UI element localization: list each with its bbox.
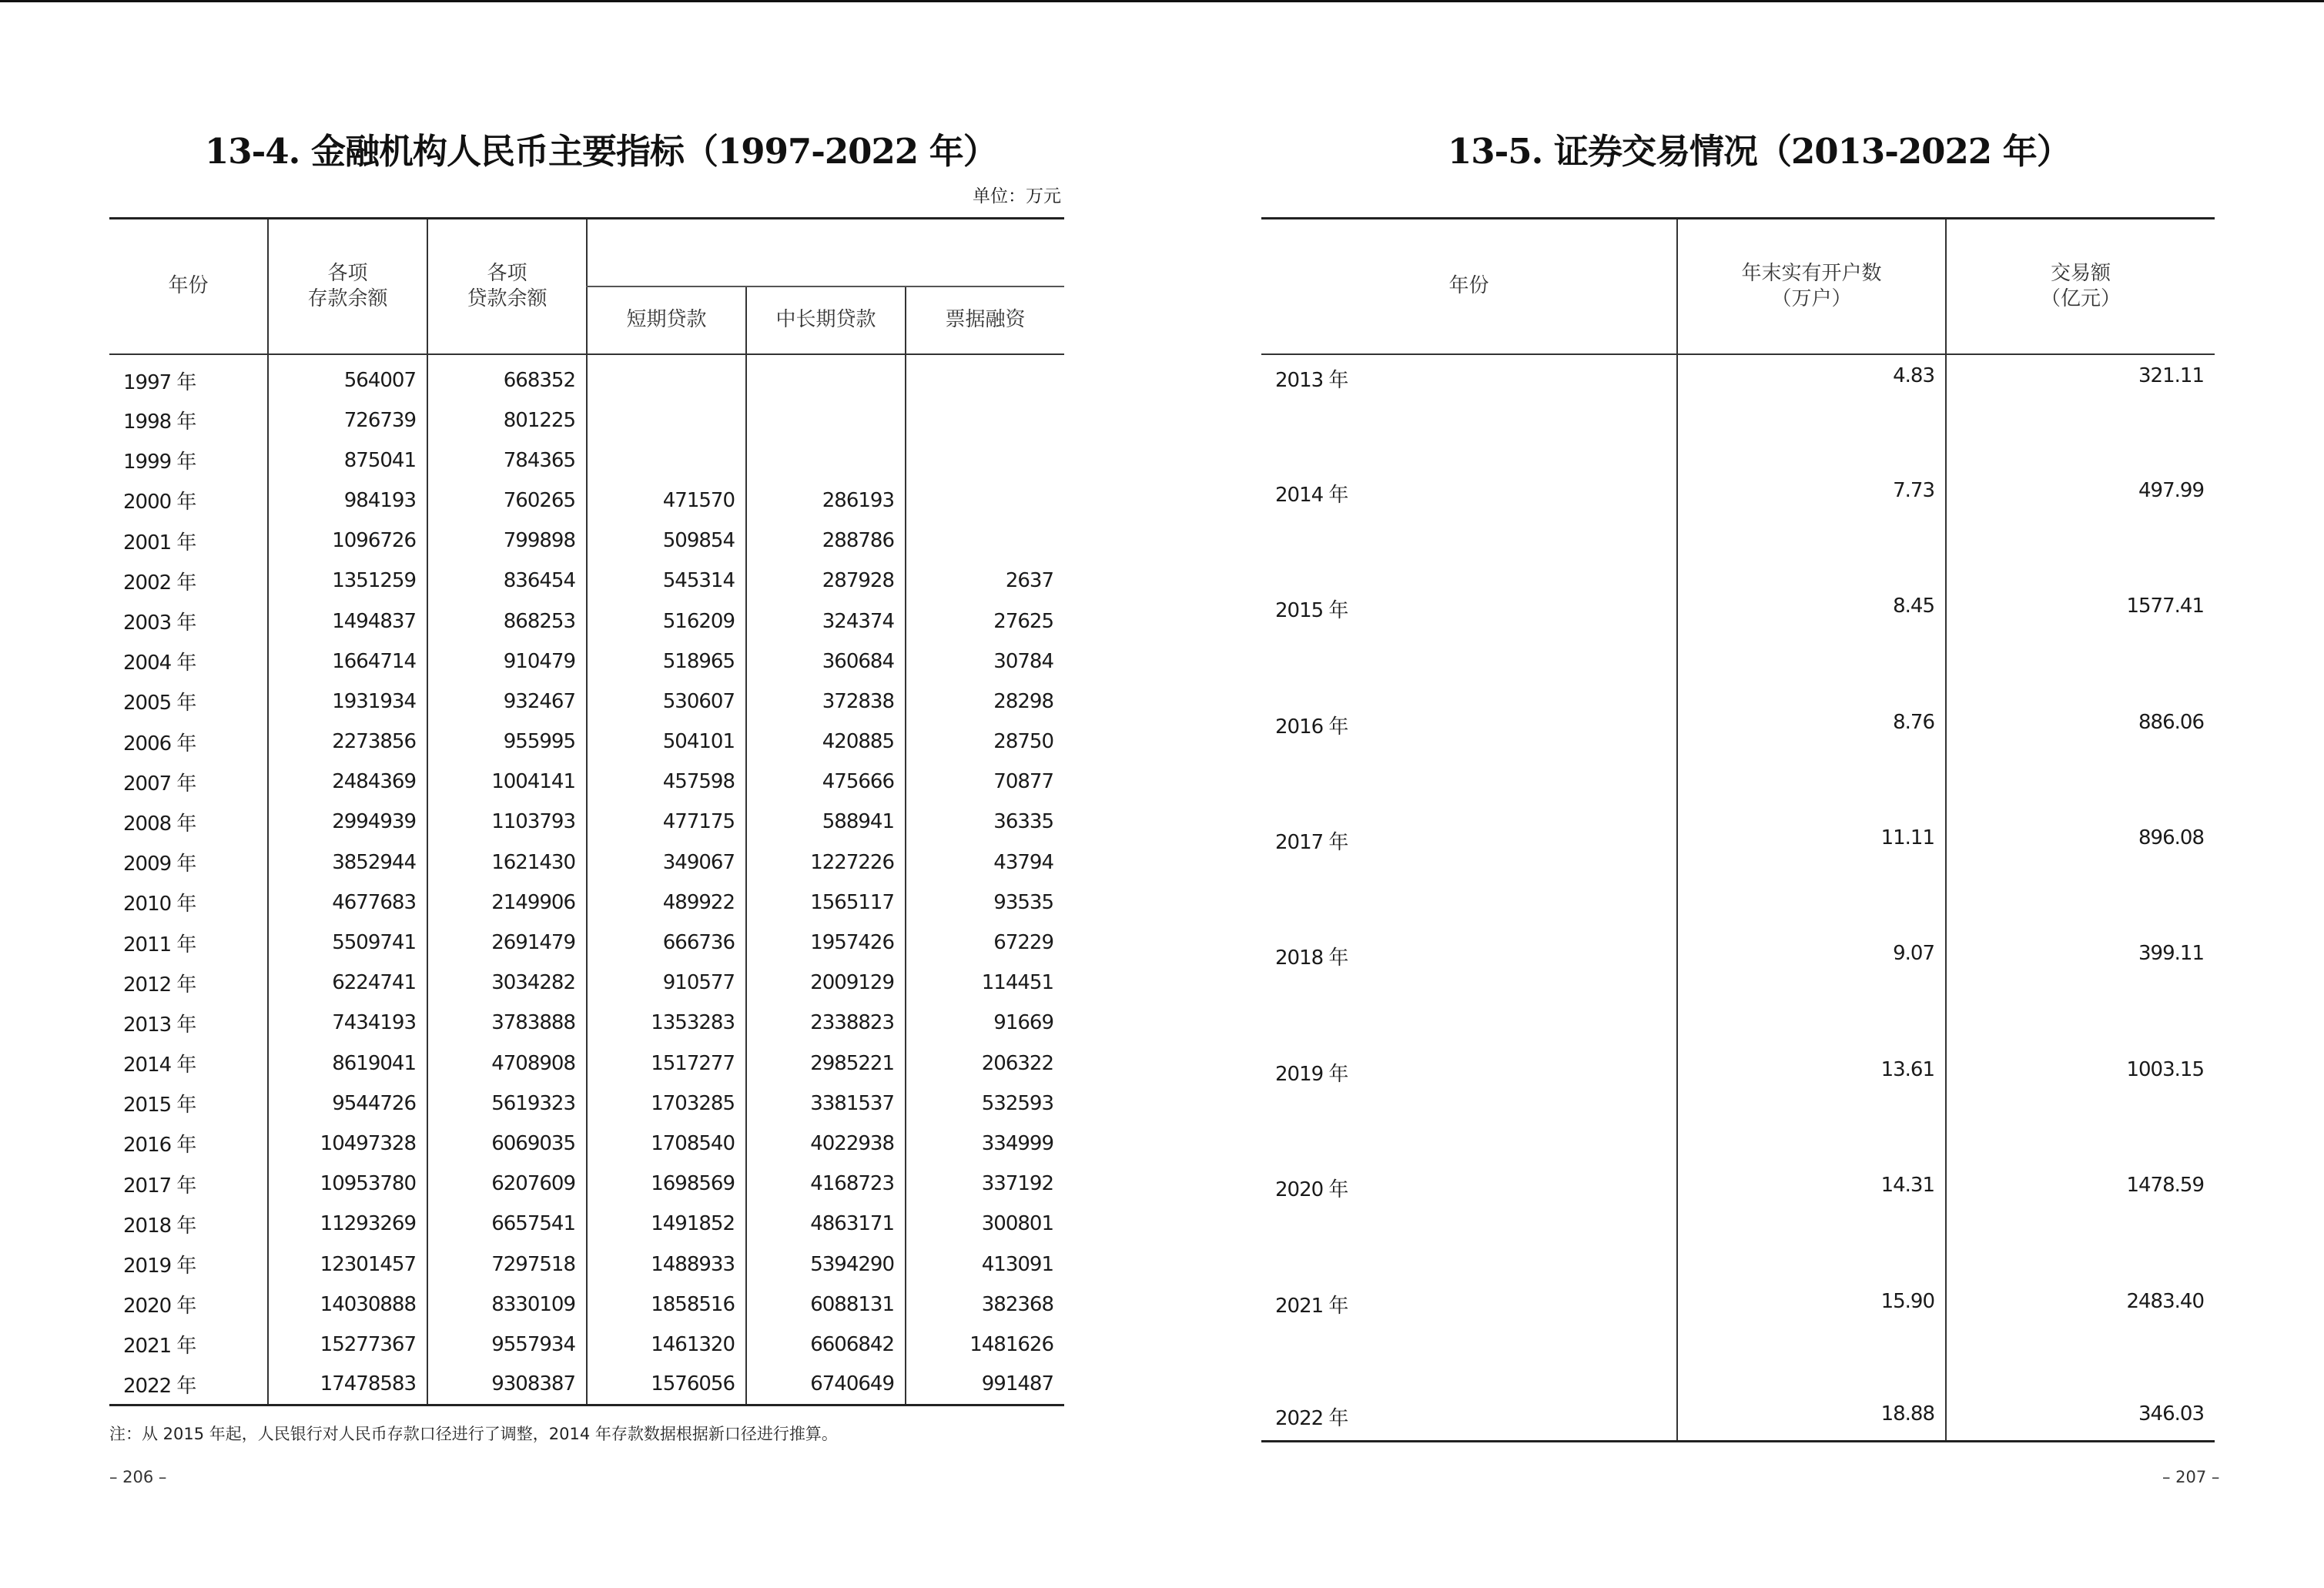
value-cell: 518965 (587, 642, 746, 682)
value-cell (746, 354, 906, 400)
value-cell: 504101 (587, 722, 746, 762)
value-cell: 2691479 (427, 923, 587, 963)
value-cell: 4.83 (1677, 354, 1946, 470)
value-cell: 10497328 (268, 1124, 427, 1164)
value-cell: 1494837 (268, 601, 427, 641)
value-cell: 6088131 (746, 1285, 906, 1325)
value-cell: 28298 (906, 682, 1064, 722)
value-cell: 3783888 (427, 1003, 587, 1043)
year-cell: 2014 年 (123, 1054, 196, 1077)
value-cell: 6657541 (427, 1204, 587, 1244)
value-cell: 1488933 (587, 1244, 746, 1284)
value-cell: 932467 (427, 682, 587, 722)
value-cell: 372838 (746, 682, 906, 722)
value-cell: 337192 (906, 1164, 1064, 1204)
value-cell: 1103793 (427, 802, 587, 842)
table-row (109, 561, 1064, 601)
table-row (109, 521, 1064, 561)
value-cell: 886.06 (1946, 702, 2215, 817)
value-cell (587, 400, 746, 441)
value-cell: 984193 (268, 481, 427, 521)
value-cell: 17478583 (268, 1365, 427, 1405)
value-cell: 530607 (587, 682, 746, 722)
value-cell: 726739 (268, 400, 427, 441)
value-cell (906, 521, 1064, 561)
value-cell: 334999 (906, 1124, 1064, 1164)
year-cell: 2017 年 (123, 1174, 196, 1198)
table-row (109, 963, 1064, 1003)
header-short-term-loans: 短期贷款 (587, 286, 746, 354)
value-cell: 70877 (906, 762, 1064, 802)
table-row (109, 1044, 1064, 1084)
value-cell: 910479 (427, 642, 587, 682)
year-cell: 2019 年 (1275, 1062, 1348, 1086)
value-cell: 564007 (268, 354, 427, 400)
year-cell: 2003 年 (123, 611, 196, 635)
value-cell: 11293269 (268, 1204, 427, 1244)
value-cell: 9.07 (1677, 933, 1946, 1048)
table-row (109, 481, 1064, 521)
table-row (109, 1244, 1064, 1284)
table-row (109, 1084, 1064, 1124)
value-cell: 1517277 (587, 1044, 746, 1084)
value-cell: 1461320 (587, 1325, 746, 1365)
table-row (109, 1365, 1064, 1405)
table-row (109, 642, 1064, 682)
table-row (109, 354, 1064, 400)
header-deposit: 各项 存款余额 (268, 219, 427, 354)
value-cell: 6740649 (746, 1365, 906, 1405)
value-cell: 532593 (906, 1084, 1064, 1124)
value-cell: 15277367 (268, 1325, 427, 1365)
value-cell: 6069035 (427, 1124, 587, 1164)
value-cell: 1491852 (587, 1204, 746, 1244)
value-cell: 2483.40 (1946, 1281, 2215, 1396)
value-cell: 801225 (427, 400, 587, 441)
year-cell: 2013 年 (123, 1013, 196, 1037)
value-cell (746, 400, 906, 441)
value-cell: 346.03 (1946, 1396, 2215, 1441)
value-cell: 7.73 (1677, 470, 1946, 585)
value-cell: 1957426 (746, 923, 906, 963)
value-cell (587, 441, 746, 481)
year-cell: 2011 年 (123, 933, 196, 956)
table-row (109, 883, 1064, 923)
value-cell: 1576056 (587, 1365, 746, 1405)
year-cell: 2012 年 (123, 973, 196, 997)
value-cell: 955995 (427, 722, 587, 762)
year-cell: 2001 年 (123, 531, 196, 554)
year-cell: 2004 年 (123, 652, 196, 675)
value-cell: 5394290 (746, 1244, 906, 1284)
value-cell (746, 441, 906, 481)
value-cell: 93535 (906, 883, 1064, 923)
table-row (109, 400, 1064, 441)
year-cell: 2014 年 (1275, 483, 1348, 507)
value-cell: 288786 (746, 521, 906, 561)
value-cell: 4863171 (746, 1204, 906, 1244)
value-cell: 668352 (427, 354, 587, 400)
value-cell: 12301457 (268, 1244, 427, 1284)
value-cell: 4677683 (268, 883, 427, 923)
year-cell: 2010 年 (123, 893, 196, 916)
value-cell: 18.88 (1677, 1396, 1946, 1441)
table-row (109, 762, 1064, 802)
value-cell: 836454 (427, 561, 587, 601)
table-row (1261, 1396, 2215, 1441)
value-cell: 2009129 (746, 963, 906, 1003)
year-cell: 2005 年 (123, 692, 196, 715)
value-cell: 3034282 (427, 963, 587, 1003)
table-row (109, 843, 1064, 883)
value-cell: 1478.59 (1946, 1164, 2215, 1280)
value-cell: 457598 (587, 762, 746, 802)
value-cell: 8.76 (1677, 702, 1946, 817)
value-cell: 1858516 (587, 1285, 746, 1325)
value-cell: 6207609 (427, 1164, 587, 1204)
year-cell: 1998 年 (123, 410, 196, 434)
value-cell: 784365 (427, 441, 587, 481)
value-cell: 28750 (906, 722, 1064, 762)
table-row (1261, 354, 2215, 470)
value-cell: 1351259 (268, 561, 427, 601)
year-cell: 2015 年 (1275, 599, 1348, 623)
year-cell: 2000 年 (123, 491, 196, 514)
header-trading-volume: 交易额 （亿元） (1946, 219, 2215, 354)
value-cell: 6606842 (746, 1325, 906, 1365)
year-cell: 2007 年 (123, 772, 196, 796)
value-cell: 13.61 (1677, 1049, 1946, 1164)
value-cell: 1096726 (268, 521, 427, 561)
table-row (1261, 933, 2215, 1048)
value-cell: 471570 (587, 481, 746, 521)
value-cell: 5619323 (427, 1084, 587, 1124)
value-cell: 489922 (587, 883, 746, 923)
table-row (109, 1164, 1064, 1204)
header-loan-breakdown-group (587, 219, 1064, 286)
value-cell: 15.90 (1677, 1281, 1946, 1396)
unit-label: 单位：万元 (973, 186, 1061, 206)
year-cell: 2020 年 (1275, 1178, 1348, 1202)
table-row (1261, 470, 2215, 585)
header-year: 年份 (1261, 219, 1677, 354)
value-cell: 666736 (587, 923, 746, 963)
table-row (1261, 1049, 2215, 1164)
value-cell: 1577.41 (1946, 585, 2215, 701)
value-cell: 14030888 (268, 1285, 427, 1325)
value-cell: 1481626 (906, 1325, 1064, 1365)
value-cell: 545314 (587, 561, 746, 601)
page-number-right: – 207 – (2162, 1468, 2220, 1486)
year-cell: 2018 年 (123, 1214, 196, 1238)
value-cell: 516209 (587, 601, 746, 641)
value-cell: 14.31 (1677, 1164, 1946, 1280)
year-cell: 2006 年 (123, 732, 196, 755)
value-cell: 910577 (587, 963, 746, 1003)
value-cell: 799898 (427, 521, 587, 561)
table-row (109, 1204, 1064, 1244)
value-cell (587, 354, 746, 400)
value-cell: 2994939 (268, 802, 427, 842)
value-cell: 3381537 (746, 1084, 906, 1124)
value-cell: 67229 (906, 923, 1064, 963)
year-cell: 2009 年 (123, 853, 196, 876)
value-cell: 588941 (746, 802, 906, 842)
value-cell: 2149906 (427, 883, 587, 923)
value-cell: 8330109 (427, 1285, 587, 1325)
value-cell: 420885 (746, 722, 906, 762)
value-cell: 36335 (906, 802, 1064, 842)
year-cell: 2019 年 (123, 1255, 196, 1278)
value-cell: 477175 (587, 802, 746, 842)
value-cell: 206322 (906, 1044, 1064, 1084)
value-cell: 1003.15 (1946, 1049, 2215, 1164)
table-row (109, 1285, 1064, 1325)
value-cell: 300801 (906, 1204, 1064, 1244)
table-row (109, 802, 1064, 842)
table-row (1261, 585, 2215, 701)
year-cell: 2021 年 (1275, 1294, 1348, 1318)
value-cell: 1698569 (587, 1164, 746, 1204)
table-row (109, 682, 1064, 722)
value-cell: 1931934 (268, 682, 427, 722)
table-row (1261, 702, 2215, 817)
value-cell: 509854 (587, 521, 746, 561)
value-cell: 286193 (746, 481, 906, 521)
value-cell: 287928 (746, 561, 906, 601)
value-cell: 2985221 (746, 1044, 906, 1084)
value-cell: 349067 (587, 843, 746, 883)
table-row (109, 1124, 1064, 1164)
value-cell: 91669 (906, 1003, 1064, 1043)
year-cell: 2016 年 (123, 1134, 196, 1157)
value-cell: 4022938 (746, 1124, 906, 1164)
value-cell: 8.45 (1677, 585, 1946, 701)
value-cell: 382368 (906, 1285, 1064, 1325)
value-cell: 497.99 (1946, 470, 2215, 585)
securities-trading-table (1261, 217, 2215, 1442)
header-bill-financing: 票据融资 (906, 286, 1064, 354)
value-cell (906, 441, 1064, 481)
year-cell: 2020 年 (123, 1295, 196, 1318)
value-cell: 360684 (746, 642, 906, 682)
value-cell: 324374 (746, 601, 906, 641)
table-row (1261, 1164, 2215, 1280)
value-cell: 1703285 (587, 1084, 746, 1124)
value-cell: 1004141 (427, 762, 587, 802)
value-cell: 868253 (427, 601, 587, 641)
year-cell: 2002 年 (123, 571, 196, 595)
year-cell: 2013 年 (1275, 368, 1348, 392)
year-cell: 1999 年 (123, 451, 196, 474)
financial-indicators-table (109, 217, 1064, 1406)
value-cell: 9544726 (268, 1084, 427, 1124)
value-cell: 9308387 (427, 1365, 587, 1405)
year-cell: 2015 年 (123, 1094, 196, 1117)
value-cell: 30784 (906, 642, 1064, 682)
value-cell: 399.11 (1946, 933, 2215, 1048)
value-cell: 413091 (906, 1244, 1064, 1284)
header-loan: 各项 贷款余额 (427, 219, 587, 354)
value-cell: 475666 (746, 762, 906, 802)
page-number-left: – 206 – (109, 1468, 167, 1486)
year-cell: 1997 年 (123, 370, 196, 394)
value-cell: 43794 (906, 843, 1064, 883)
table-row (109, 441, 1064, 481)
value-cell (906, 400, 1064, 441)
page-top-rule (0, 0, 2324, 2)
table-footnote: 注：从 2015 年起，人民银行对人民币存款口径进行了调整，2014 年存款数据根据新口径进行推算。 (109, 1425, 838, 1443)
value-cell: 321.11 (1946, 354, 2215, 470)
value-cell: 760265 (427, 481, 587, 521)
value-cell: 1227226 (746, 843, 906, 883)
value-cell: 114451 (906, 963, 1064, 1003)
value-cell: 4168723 (746, 1164, 906, 1204)
value-cell (906, 481, 1064, 521)
value-cell: 2637 (906, 561, 1064, 601)
value-cell: 1621430 (427, 843, 587, 883)
value-cell (906, 354, 1064, 400)
value-cell: 1353283 (587, 1003, 746, 1043)
value-cell: 10953780 (268, 1164, 427, 1204)
value-cell: 3852944 (268, 843, 427, 883)
value-cell: 5509741 (268, 923, 427, 963)
year-cell: 2016 年 (1275, 715, 1348, 739)
left-table-title: 13-4. 金融机构人民币主要指标（1997-2022 年） (205, 131, 997, 172)
year-cell: 2008 年 (123, 812, 196, 836)
value-cell: 8619041 (268, 1044, 427, 1084)
year-cell: 2018 年 (1275, 946, 1348, 970)
right-table-title: 13-5. 证券交易情况（2013-2022 年） (1448, 131, 2071, 172)
value-cell: 2273856 (268, 722, 427, 762)
table-row (109, 1003, 1064, 1043)
value-cell: 4708908 (427, 1044, 587, 1084)
year-cell: 2022 年 (1275, 1407, 1348, 1431)
value-cell: 2338823 (746, 1003, 906, 1043)
table-row (109, 722, 1064, 762)
value-cell: 27625 (906, 601, 1064, 641)
table-row (1261, 817, 2215, 933)
value-cell: 7297518 (427, 1244, 587, 1284)
value-cell: 875041 (268, 441, 427, 481)
value-cell: 1708540 (587, 1124, 746, 1164)
header-medium-long-term-loans: 中长期贷款 (746, 286, 906, 354)
value-cell: 7434193 (268, 1003, 427, 1043)
table-row (109, 923, 1064, 963)
value-cell: 1565117 (746, 883, 906, 923)
table-row (109, 601, 1064, 641)
table-row (109, 1325, 1064, 1365)
value-cell: 896.08 (1946, 817, 2215, 933)
value-cell: 1664714 (268, 642, 427, 682)
table-row (1261, 1281, 2215, 1396)
header-year: 年份 (109, 219, 268, 354)
value-cell: 991487 (906, 1365, 1064, 1405)
header-accounts: 年末实有开户数 （万户） (1677, 219, 1946, 354)
year-cell: 2022 年 (123, 1374, 196, 1398)
year-cell: 2021 年 (123, 1335, 196, 1359)
year-cell: 2017 年 (1275, 831, 1348, 855)
value-cell: 6224741 (268, 963, 427, 1003)
value-cell: 11.11 (1677, 817, 1946, 933)
value-cell: 9557934 (427, 1325, 587, 1365)
value-cell: 2484369 (268, 762, 427, 802)
